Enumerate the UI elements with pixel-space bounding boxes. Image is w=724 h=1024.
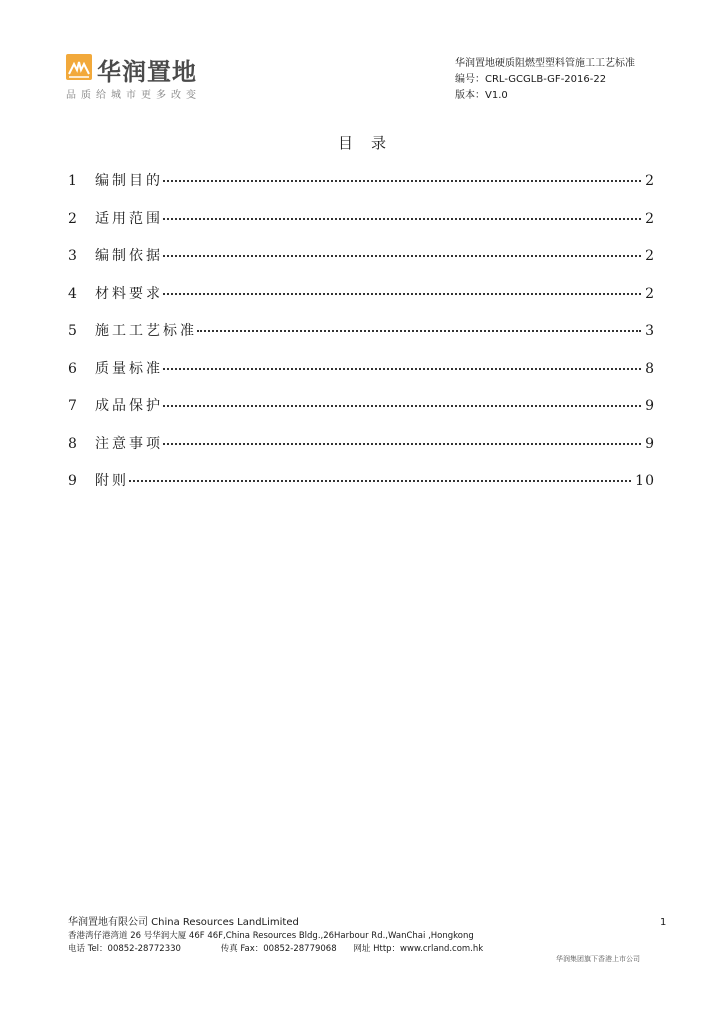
toc-entry-number: 4 [68, 285, 77, 302]
toc-leader-dots [197, 330, 641, 332]
toc-entry-number: 3 [68, 248, 77, 264]
toc-entry-label: 质量标准 [95, 360, 163, 377]
footer [68, 916, 668, 956]
footer-address: 香港湾仔港湾道 26 号华润大厦 46F 46F,China Resources Bldg.,26Harbour Rd.,WanChai ,Hongkong [68, 931, 474, 941]
toc-entry-page: 8 [645, 360, 655, 377]
toc-entry-page: 2 [645, 173, 655, 189]
footer-fax: 传真 Fax：00852-28779068 [220, 944, 337, 954]
toc-entry-number: 7 [68, 398, 77, 414]
toc-entry-label: 附则 [95, 473, 129, 489]
doc-number: 编号：CRL-GCGLB-GF-2016-22 [455, 74, 607, 85]
toc-entry-label: 编制目的 [95, 173, 163, 189]
toc-leader-dots [129, 480, 631, 482]
toc-entry-label: 施工工艺标准 [95, 323, 197, 339]
toc-entry[interactable] [68, 433, 655, 471]
toc-entry-page: 9 [645, 435, 655, 452]
logo-mark-icon [66, 54, 92, 80]
document-header [455, 56, 635, 104]
toc-entry[interactable] [68, 245, 655, 283]
footer-web: 网址 Http：www.crland.com.hk [353, 944, 484, 954]
toc-entry[interactable] [68, 358, 655, 396]
toc-entry-label: 成品保护 [95, 398, 163, 414]
toc-entry-number: 8 [68, 435, 77, 452]
toc-leader-dots [163, 368, 641, 370]
logo-name: 华润置地 [97, 58, 197, 86]
toc-entry-label: 注意事项 [95, 435, 163, 452]
toc-entry-number: 1 [68, 173, 77, 189]
toc-entry-number: 2 [68, 210, 77, 227]
toc-leader-dots [163, 218, 641, 220]
toc-entry-page: 3 [645, 323, 655, 339]
toc-leader-dots [163, 180, 641, 182]
toc-entry-number: 9 [68, 473, 77, 489]
footer-tel: 电话 Tel：00852-28772330 [68, 944, 181, 954]
doc-title: 华润置地硬质阻燃型塑料管施工工艺标准 [455, 58, 635, 69]
toc-entry-page: 9 [645, 398, 655, 414]
page-number: 1 [660, 917, 667, 928]
toc-entry[interactable] [68, 470, 655, 508]
toc-entry[interactable] [68, 395, 655, 433]
toc-entry-number: 6 [68, 360, 77, 377]
toc-entry[interactable] [68, 320, 655, 358]
footer-company: 华润置地有限公司 China Resources LandLimited [68, 917, 299, 928]
toc-entry[interactable] [68, 170, 655, 208]
logo-slogan: 品质给城市更多改变 [66, 90, 201, 101]
toc-leader-dots [163, 405, 641, 407]
toc-entry-page: 2 [645, 210, 655, 227]
toc-entry-label: 材料要求 [95, 285, 163, 302]
toc-entry[interactable] [68, 283, 655, 321]
toc-entry-label: 适用范围 [95, 210, 163, 227]
toc-entry-page: 10 [635, 473, 655, 489]
toc-title: 目录 [337, 134, 404, 152]
toc-leader-dots [163, 293, 641, 295]
doc-version: 版本：V1.0 [455, 90, 508, 101]
toc-leader-dots [163, 443, 641, 445]
toc-entry-number: 5 [68, 323, 77, 339]
toc-entry-page: 2 [645, 285, 655, 302]
toc-entry-label: 编制依据 [95, 248, 163, 264]
listed-note: 华润集团旗下香港上市公司 [556, 955, 640, 963]
toc-leader-dots [163, 255, 641, 257]
table-of-contents [68, 170, 655, 508]
toc-entry-page: 2 [645, 248, 655, 264]
toc-entry[interactable] [68, 208, 655, 246]
